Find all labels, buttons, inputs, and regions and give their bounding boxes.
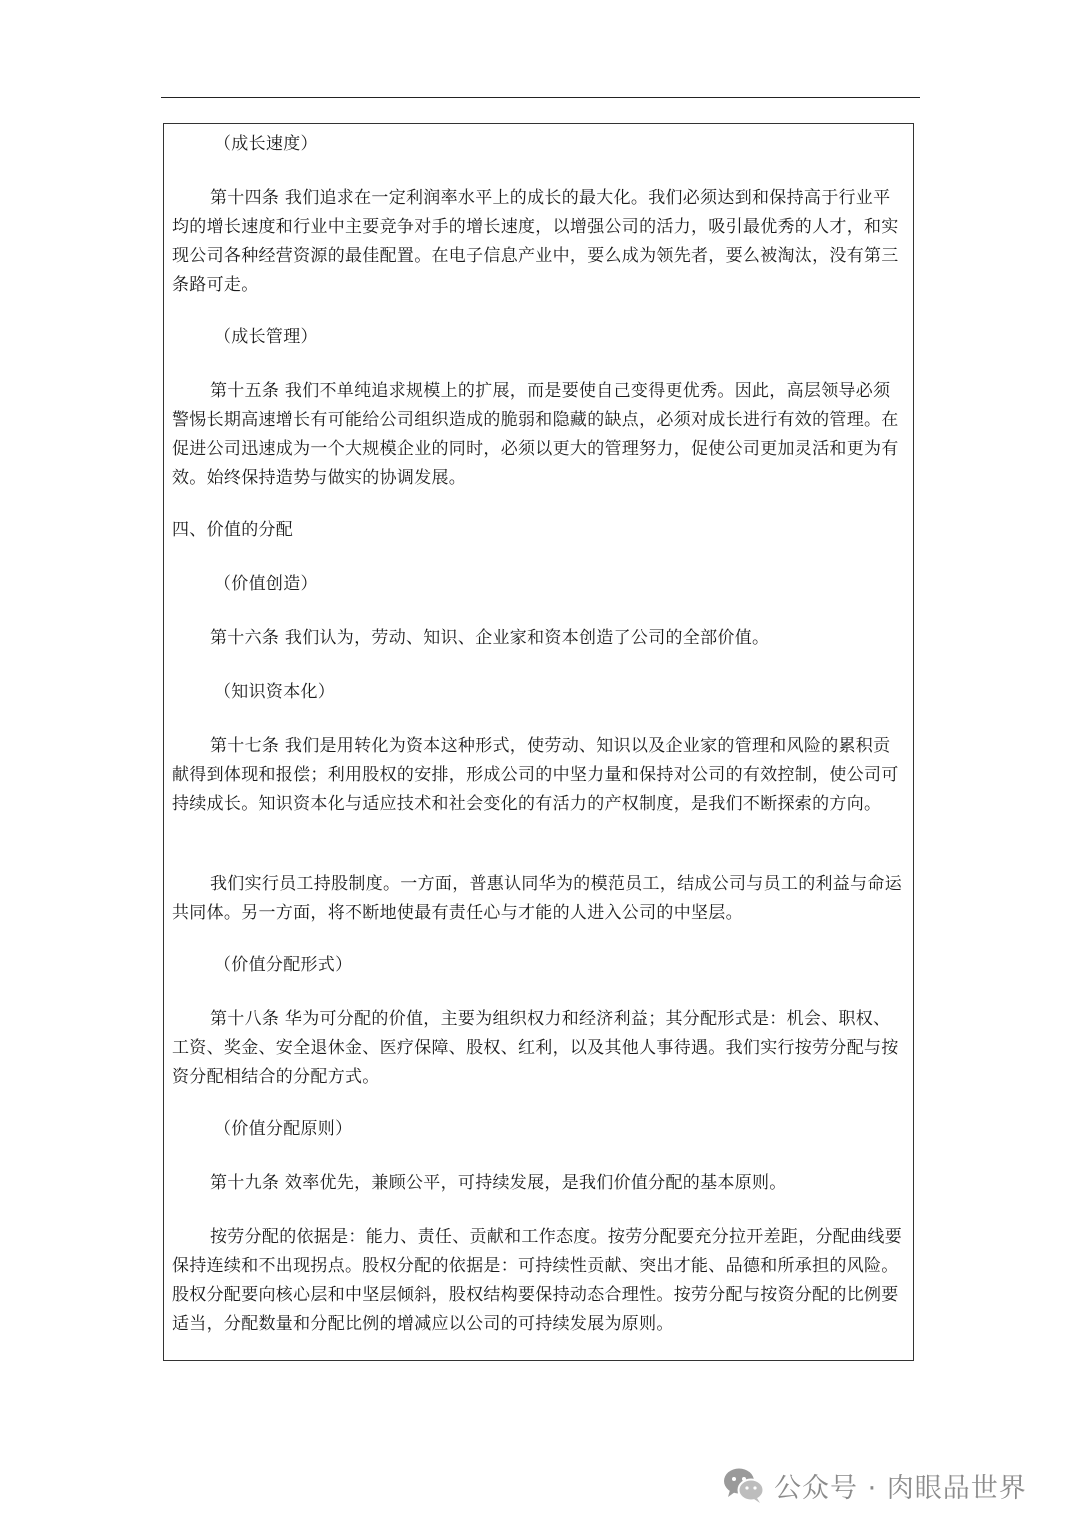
section-heading-distribution-forms: （价值分配形式）	[214, 955, 353, 975]
section-heading-knowledge-capitalization: （知识资本化）	[214, 682, 336, 702]
section-heading-growth-management: （成长管理）	[214, 327, 318, 347]
article-14: 第十四条 我们追求在一定利润率水平上的成长的最大化。我们必须达到和保持高于行业平均的增长速度和行业中主要竞争对手的增长速度，以增强公司的活力，吸引最优秀的人才，和实现公司各种经营资源的最佳配置。在电子信息产业中，要么成为领先者，要么被淘汰，没有第三条路可走。	[172, 188, 899, 295]
section-heading-distribution-principles: （价值分配原则）	[214, 1119, 353, 1139]
distribution-basis-paragraph: 按劳分配的依据是：能力、责任、贡献和工作态度。按劳分配要充分拉开差距，分配曲线要保持连续和不出现拐点。股权分配的依据是：可持续性贡献、突出才能、品德和所承担的风险。股权分配要向核心层和中坚层倾斜，股权结构要保持动态合理性。按劳分配与按资分配的比例要适当，分配数量和分配比例的增减应以公司的可持续发展为原则。	[172, 1227, 902, 1334]
wechat-icon	[722, 1465, 766, 1505]
section-heading-growth-speed: （成长速度）	[214, 134, 318, 154]
article-16: 第十六条 我们认为，劳动、知识、企业家和资本创造了公司的全部价值。	[210, 628, 770, 648]
chapter-heading-value-distribution: 四、价值的分配	[172, 520, 294, 540]
article-18: 第十八条 华为可分配的价值，主要为组织权力和经济利益；其分配形式是：机会、职权、工资、奖金、安全退休金、医疗保障、股权、红利，以及其他人事待遇。我们实行按劳分配与按资分配相结合的分配方式。	[172, 1009, 899, 1087]
header-rule	[161, 97, 920, 98]
article-15: 第十五条 我们不单纯追求规模上的扩展，而是要使自己变得更优秀。因此，高层领导必须警惕长期高速增长有可能给公司组织造成的脆弱和隐藏的缺点，必须对成长进行有效的管理。在促进公司迅速成为一个大规模企业的同时，必须以更大的管理努力，促使公司更加灵活和更为有效。始终保持造势与做实的协调发展。	[172, 381, 899, 488]
employee-shareholding-paragraph: 我们实行员工持股制度。一方面，普惠认同华为的模范员工，结成公司与员工的利益与命运共同体。另一方面，将不断地使最有责任心与才能的人进入公司的中坚层。	[172, 874, 902, 923]
watermark-text: 公众号 · 肉眼品世界	[774, 1472, 1027, 1504]
article-17: 第十七条 我们是用转化为资本这种形式，使劳动、知识以及企业家的管理和风险的累积贡献得到体现和报偿；利用股权的安排，形成公司的中坚力量和保持对公司的有效控制，使公司可持续成长。知识资本化与适应技术和社会变化的有活力的产权制度，是我们不断探索的方向。	[172, 736, 899, 814]
section-heading-value-creation: （价值创造）	[214, 574, 318, 594]
watermark	[722, 1462, 1027, 1508]
article-19: 第十九条 效率优先，兼顾公平，可持续发展，是我们价值分配的基本原则。	[210, 1173, 787, 1193]
